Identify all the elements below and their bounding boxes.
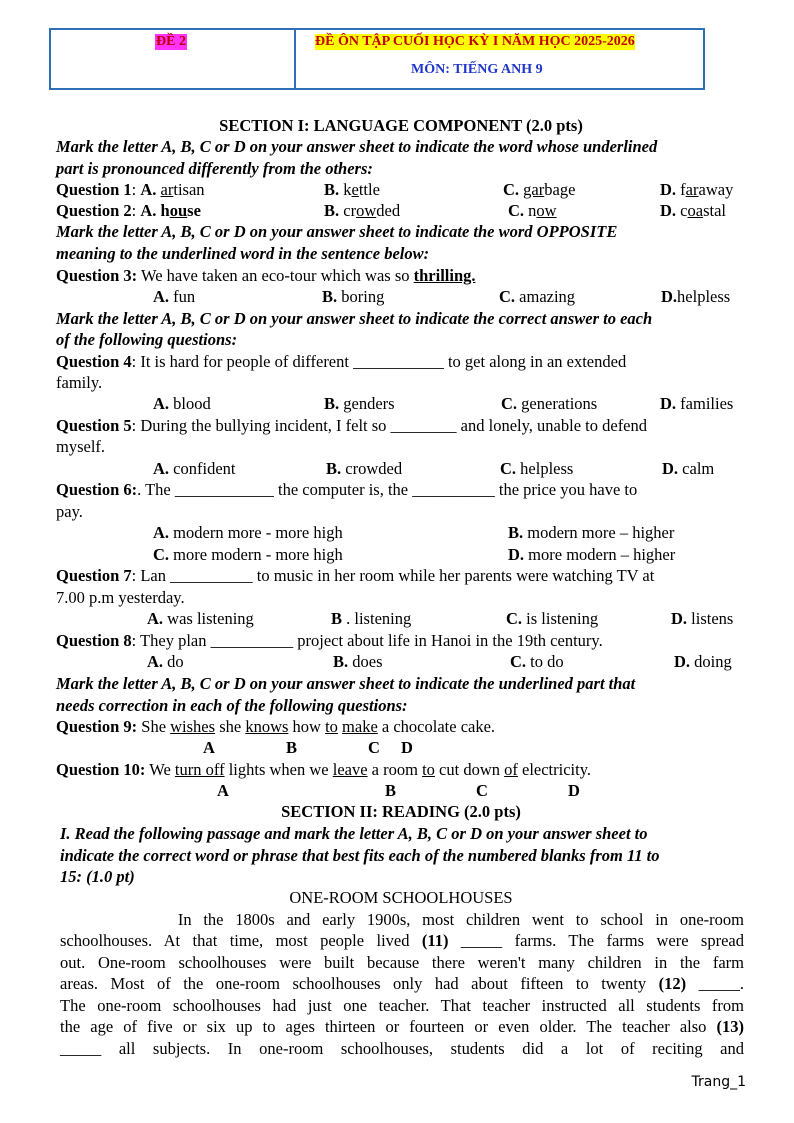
exam-header-box	[49, 28, 705, 90]
q4-option-d: D. families	[660, 394, 734, 413]
q6-option-b: B. modern more – higher	[508, 523, 675, 542]
q10-mark-a: A	[217, 781, 229, 800]
question-4: Question 4: It is hard for people of different ___________ to get along in an extended	[56, 352, 627, 371]
passage-line: schoolhouses. At that time, most people lived (11) _____ farms. The farms were spread	[60, 931, 744, 950]
passage-line: areas. Most of the one-room schoolhouses only had about fifteen to twenty (12) _____.	[60, 974, 745, 993]
reading-instruction-3: 15: (1.0 pt)	[60, 867, 135, 886]
q8-option-b: B. does	[333, 652, 383, 671]
q6-option-c: C. more modern - more high	[153, 545, 343, 564]
exam-title: ĐỀ ÔN TẬP CUỐI HỌC KỲ I NĂM HỌC 2025-2026	[315, 34, 635, 49]
passage-title: ONE-ROOM SCHOOLHOUSES	[289, 888, 513, 907]
question-1: Question 1: A. artisan	[56, 180, 205, 199]
question-6-cont: pay.	[56, 502, 83, 521]
question-5-cont: myself.	[56, 437, 106, 456]
q5-option-c: C. helpless	[500, 459, 574, 478]
instruction-error-1: Mark the letter A, B, C or D on your answer sheet to indicate the underlined part that	[56, 674, 636, 693]
header-divider	[294, 30, 296, 88]
exam-tag: ĐỀ 2	[156, 34, 186, 49]
q4-option-b: B. genders	[324, 394, 395, 413]
q4-option-a: A. blood	[153, 394, 211, 413]
instruction-opposite-2: meaning to the underlined word in the sentence below:	[56, 244, 430, 263]
instruction-pronunciation-2: part is pronounced differently from the others:	[56, 159, 373, 178]
q7-option-a: A. was listening	[147, 609, 254, 628]
reading-instruction-1: I. Read the following passage and mark the letter A, B, C or D on your answer sheet to	[60, 824, 648, 843]
q1-option-b: B. kettle	[324, 180, 380, 199]
q6-option-a: A. modern more - more high	[153, 523, 343, 542]
q4-option-c: C. generations	[501, 394, 598, 413]
q3-option-c: C. amazing	[499, 287, 576, 306]
q9-mark-a: A	[203, 738, 215, 757]
page-number: Trang_1	[691, 1074, 746, 1090]
instruction-opposite-1: Mark the letter A, B, C or D on your answer sheet to indicate the word OPPOSITE	[56, 222, 618, 241]
passage-line: out. One-room schoolhouses were built because there weren't many children in the farm	[60, 953, 744, 972]
q10-mark-b: B	[385, 781, 397, 800]
q9-mark-c: C	[368, 738, 380, 757]
q6-option-d: D. more modern – higher	[508, 545, 676, 564]
q7-option-d: D. listens	[671, 609, 734, 628]
question-9: Question 9: She wishes she knows how to make a chocolate cake.	[56, 717, 496, 736]
q10-mark-d: D	[568, 781, 580, 800]
passage-line: the age of five or six up to ages thirteen or fourteen or even older. The teacher also (13)	[60, 1017, 744, 1036]
instruction-answer-1: Mark the letter A, B, C or D on your answer sheet to indicate the correct answer to each	[56, 309, 653, 328]
q8-option-a: A. do	[147, 652, 184, 671]
q1-option-d: D. faraway	[660, 180, 734, 199]
question-4-cont: family.	[56, 373, 103, 392]
section2-title: SECTION II: READING (2.0 pts)	[281, 802, 521, 821]
q3-option-b: B. boring	[322, 287, 385, 306]
q2-option-c: C. now	[508, 201, 557, 220]
q2-option-b: B. crowded	[324, 201, 401, 220]
q9-mark-b: B	[286, 738, 298, 757]
q8-option-c: C. to do	[510, 652, 564, 671]
q5-option-a: A. confident	[153, 459, 236, 478]
q8-option-d: D. doing	[674, 652, 732, 671]
q10-mark-c: C	[476, 781, 488, 800]
q9-mark-d: D	[401, 738, 413, 757]
q5-option-b: B. crowded	[326, 459, 403, 478]
reading-instruction-2: indicate the correct word or phrase that best fits each of the numbered blanks from 11 to	[60, 846, 660, 865]
question-5: Question 5: During the bullying incident, I felt so ________ and lonely, unable to defend	[56, 416, 648, 435]
q2-option-d: D. coastal	[660, 201, 726, 220]
question-7-cont: 7.00 p.m yesterday.	[56, 588, 185, 607]
passage-line: The one-room schoolhouses had just one teacher. That teacher instructed all students from	[60, 996, 744, 1015]
passage-line: _____ all subjects. In one-room schoolhouses, students did a lot of reciting and	[60, 1039, 744, 1058]
instruction-error-2: needs correction in each of the following questions:	[56, 696, 408, 715]
q7-option-c: C. is listening	[506, 609, 599, 628]
q7-option-b: B . listening	[331, 609, 412, 628]
passage-line: In the 1800s and early 1900s, most children went to school in one-room	[60, 910, 744, 929]
question-6: Question 6:. The ____________ the computer is, the __________ the price you have to	[56, 480, 638, 499]
question-7: Question 7: Lan __________ to music in her room while her parents were watching TV at	[56, 566, 655, 585]
section1-title: SECTION I: LANGUAGE COMPONENT (2.0 pts)	[219, 116, 583, 135]
q1-option-c: C. garbage	[503, 180, 576, 199]
instruction-answer-2: of the following questions:	[56, 330, 238, 349]
q5-option-d: D. calm	[662, 459, 715, 478]
instruction-pronunciation-1: Mark the letter A, B, C or D on your answer sheet to indicate the word whose underlined	[56, 137, 658, 156]
question-3: Question 3: We have taken an eco-tour which was so thrilling.	[56, 266, 476, 285]
question-10: Question 10: We turn off lights when we leave a room to cut down of electricity.	[56, 760, 592, 779]
q3-option-d: D.helpless	[661, 287, 731, 306]
question-8: Question 8: They plan __________ project about life in Hanoi in the 19th century.	[56, 631, 603, 650]
exam-subject: MÔN: TIẾNG ANH 9	[411, 62, 543, 77]
question-2: Question 2: A. house	[56, 201, 201, 220]
q3-option-a: A. fun	[153, 287, 196, 306]
